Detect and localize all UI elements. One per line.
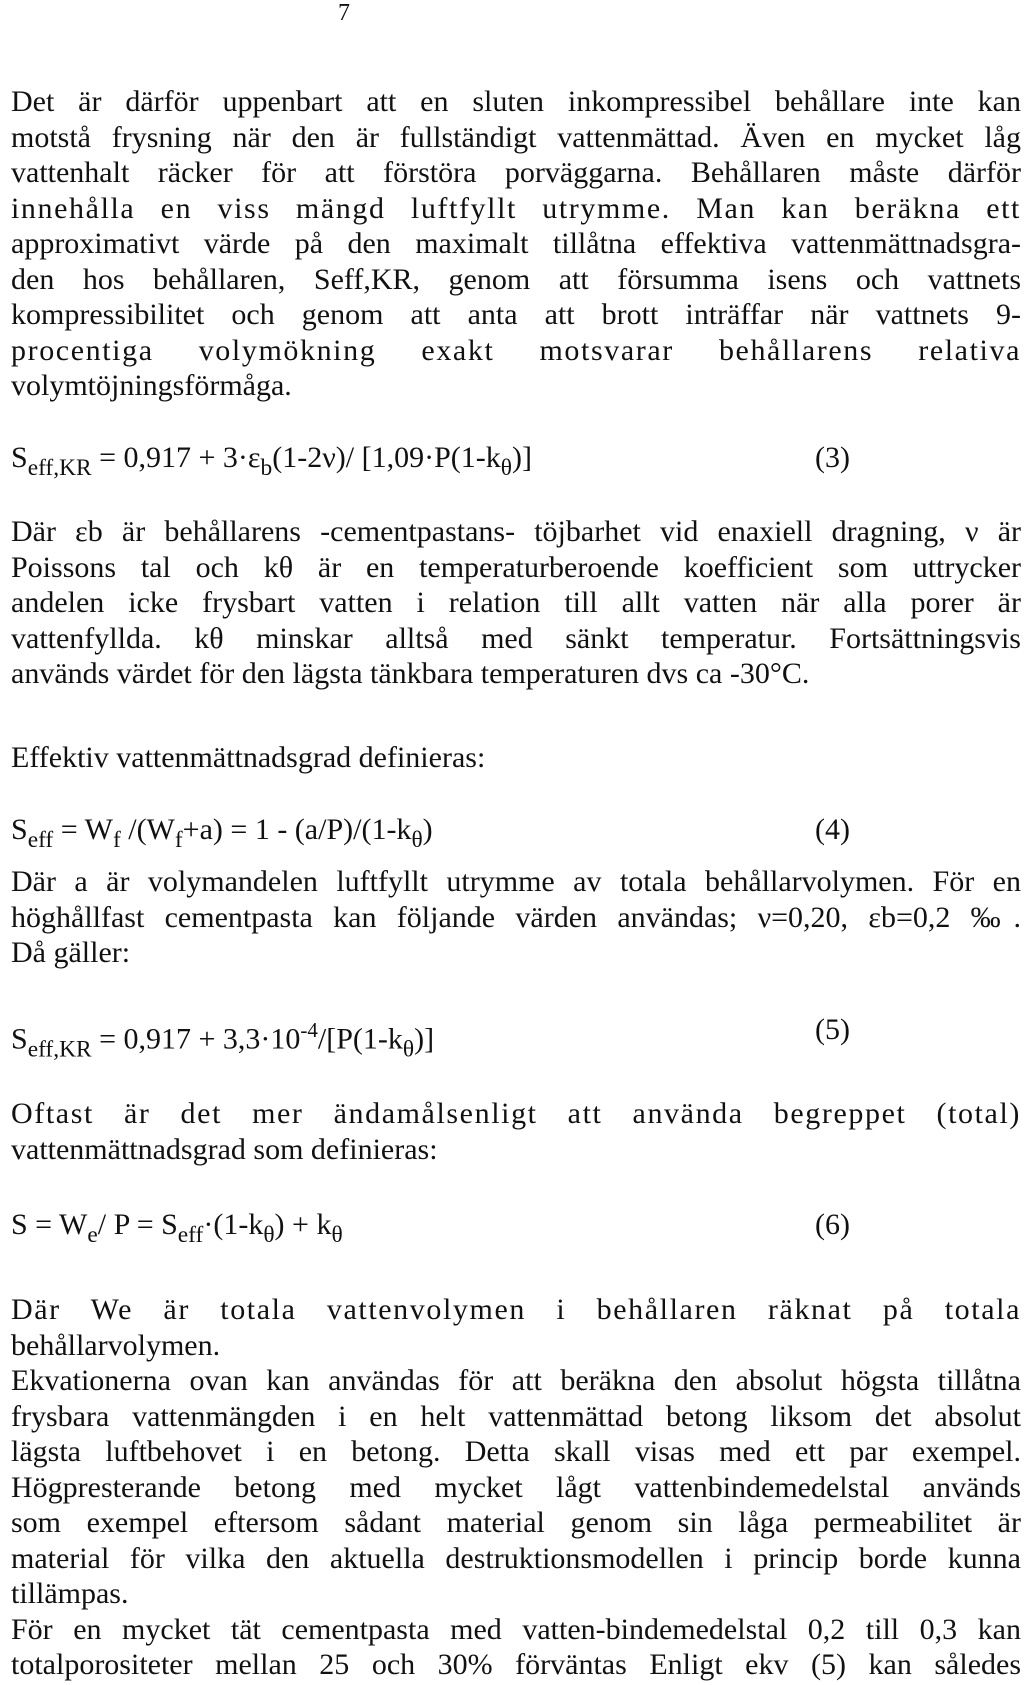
text-line: innehålla en viss mängd luftfyllt utrymme. Man kan beräkna ett (11, 191, 1021, 225)
text-line: används värdet för den lägsta tänkbara temperaturen dvs ca -30°C. (11, 657, 810, 690)
text-line: Då gäller: (11, 936, 131, 969)
equation-4: $S_{eff} = W_f$ $/(W_f+a) = 1 - (a/P)/(1-k_\theta)$ (11, 813, 433, 854)
paragraph-1 (11, 84, 1021, 404)
equation-5-number: (5) (815, 1013, 850, 1046)
text-line: lägsta luftbehovet i en betong. Detta skall visas med ett par exempel. (11, 1435, 1021, 1468)
text-line: frysbara vattenmängden i en helt vattenmättad betong liksom det absolut (11, 1399, 1021, 1433)
text-line: Oftast är det mer ändamålsenligt att använda begreppet (total) (11, 1097, 1021, 1130)
text-line: höghållfast cementpasta kan följande värden användas; ν=0,20, εb=0,2 ‰. (11, 900, 1021, 934)
text-line: vattenfyllda. kθ minskar alltså med sänkt temperatur. Fortsättningsvis (11, 621, 1021, 655)
text-line: motstå frysning när den är fullständigt vattenmättad. Även en mycket låg (11, 120, 1021, 154)
text-line: Poissons tal och kθ är en temperaturberoende koefficient som uttrycker (11, 550, 1021, 584)
paragraph-5 (11, 1292, 1021, 1683)
equation-6-number: (6) (815, 1208, 850, 1241)
text-line: kompressibilitet och genom att anta att brott inträffar när vattnets 9- (11, 298, 1021, 331)
page-number: 7 (338, 0, 350, 26)
text-line: totalporositeter mellan 25 och 30% förväntas Enligt ekv (5) kan således (11, 1648, 1021, 1681)
text-line: material för vilka den aktuella destruktionsmodellen i princip borde kunna (11, 1541, 1021, 1575)
equation-3: $S_{eff,KR} = 0,917 + 3\cdot\varepsilon_b(1-2\nu)/$ $[1,09\cdot P(1-k_\theta)]$ (11, 441, 532, 482)
text-line: Det är därför uppenbart att en sluten inkompressibel behållare inte kan (11, 85, 1021, 118)
equation-4-number: (4) (815, 813, 850, 846)
text-line: som exempel eftersom sådant material genom sin låga permeabilitet är (11, 1506, 1021, 1539)
paragraph-3 (11, 864, 1021, 971)
text-line: volymtöjningsförmåga. (11, 369, 292, 402)
text-line: andelen icke frysbart vatten i relation till allt vatten när alla porer är (11, 586, 1021, 619)
effektiv-heading: Effektiv vattenmättnadsgrad definieras: (11, 741, 486, 774)
text-line: Där We är totala vattenvolymen i behållaren räknat på totala (11, 1293, 1021, 1326)
text-line: behållarvolymen. (11, 1328, 221, 1362)
equation-6: $S = W_e/$ $P = S_{eff}\cdot(1-k_\theta) + k_\theta$ (11, 1208, 343, 1249)
equation-3-number: (3) (815, 441, 850, 474)
text-line: vattenmättnadsgrad som definieras: (11, 1132, 438, 1166)
paragraph-4 (11, 1096, 1021, 1167)
text-line: vattenhalt räcker för att förstöra porväggarna. Behållaren måste därför (11, 156, 1021, 189)
text-line: den hos behållaren, Seff,KR, genom att försumma isens och vattnets (11, 262, 1021, 296)
equation-5: $S_{eff,KR} = 0,917 + 3,3\cdot 10^{-4}/[P(1-k_\theta)]$ (11, 1018, 435, 1063)
text-line: Där εb är behållarens -cementpastans- töjbarhet vid enaxiell dragning, ν är (11, 515, 1021, 548)
text-line: tillämpas. (11, 1577, 129, 1610)
paragraph-2 (11, 514, 1021, 692)
text-line: Ekvationerna ovan kan användas för att beräkna den absolut högsta tillåtna (11, 1364, 1021, 1397)
text-line: approximativt värde på den maximalt tillåtna effektiva vattenmättnadsgra- (11, 227, 1021, 260)
text-line: procentiga volymökning exakt motsvarar behållarens relativa (11, 333, 1021, 367)
text-line: Där a är volymandelen luftfyllt utrymme av totala behållarvolymen. För en (11, 865, 1021, 898)
text-line: För en mycket tät cementpasta med vatten-bindemedelstal 0,2 till 0,3 kan (11, 1612, 1021, 1646)
text-line: Högpresterande betong med mycket lågt vattenbindemedelstal används (11, 1470, 1021, 1504)
